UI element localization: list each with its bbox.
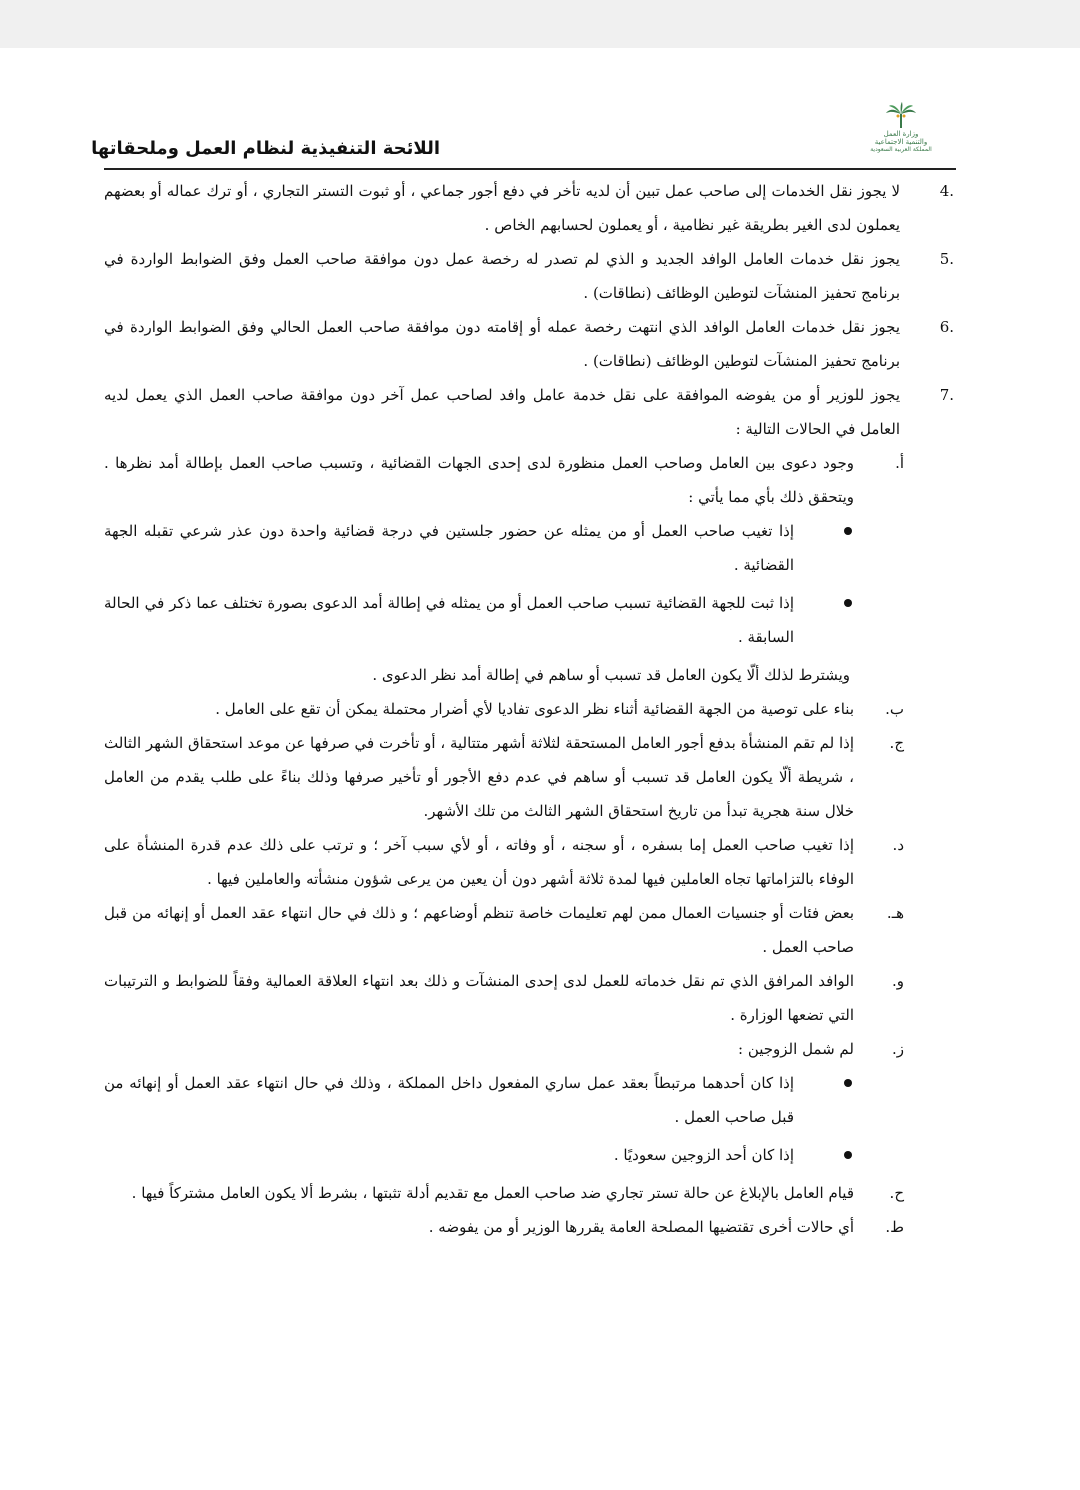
case-letter: ح. (889, 1184, 904, 1202)
clause-number: 6. (939, 318, 954, 336)
case-c (104, 726, 954, 828)
case-letter: ط. (885, 1218, 904, 1236)
clause-4 (104, 174, 954, 242)
case-letter: هـ. (886, 904, 904, 922)
case-text: بعض فئات أو جنسيات العمال ممن لهم تعليمات خاصة تنظم أوضاعهم ؛ و ذلك في حال انتهاء عقد العمل أو إنهائه من قبل صاحب العمل . (104, 904, 854, 956)
page-title: اللائحة التنفيذية لنظام العمل وملحقاتها (91, 138, 440, 159)
logo-text-line2: والتنمية الاجتماعية (874, 138, 928, 146)
case-letter: د. (892, 836, 904, 854)
case-text: الوافد المرافق الذي تم نقل خدماته للعمل لدى إحدى المنشآت و ذلك بعد انتهاء العلاقة العمالية وفقاً للضوابط و الترتيبات التي تضعها الوزارة . (104, 972, 854, 1024)
bullet-text: إذا كان أحد الزوجين سعوديًا . (613, 1146, 794, 1164)
viewer-top-bar (0, 0, 1080, 48)
clause-text: يجوز نقل خدمات العامل الوافد الذي انتهت رخصة عمله أو إقامته دون موافقة صاحب العمل الحالي وفق الضوابط الواردة في برنامج تحفيز المنشآت لتوطين الوظائف (نطاقات) . (104, 318, 900, 370)
case-text: وجود دعوى بين العامل وصاحب العمل منظورة لدى إحدى الجهات القضائية ، وتسبب صاحب العمل بإطالة أمد نظرها . ويتحقق ذلك بأي مما يأتي : (104, 454, 854, 506)
case-b (104, 692, 954, 726)
clause-number: 5. (939, 250, 954, 268)
case-d (104, 828, 954, 896)
case-text: أي حالات أخرى تقتضيها المصلحة العامة يقررها الوزير أو من يفوضه . (428, 1218, 854, 1236)
case-letter: و. (891, 972, 904, 990)
clause-6 (104, 310, 954, 378)
logo-text-line3: المملكة العربية السعودية (870, 146, 932, 153)
case-a (104, 446, 954, 514)
case-g-bullet-1 (104, 1066, 954, 1134)
bullet-icon (844, 1151, 852, 1159)
case-a-condition: ويشترط لذلك ألّا يكون العامل قد تسبب أو ساهم في إطالة أمد نظر الدعوى . (372, 666, 850, 684)
ministry-logo (856, 102, 946, 162)
case-h (104, 1176, 954, 1210)
case-letter: ج. (889, 734, 904, 752)
clause-text: يجوز للوزير أو من يفوضه الموافقة على نقل خدمة عامل وافد لصاحب عمل آخر دون موافقة صاحب العمل الذي يعمل لديه العامل في الحالات التالية : (104, 386, 900, 438)
case-a-bullet-2 (104, 586, 954, 654)
clause-number: 4. (939, 182, 954, 200)
logo-text-line1: وزارة العمل (883, 130, 919, 138)
case-a-bullet-1 (104, 514, 954, 582)
bullet-text: إذا ثبت للجهة القضائية تسبب صاحب العمل أو من يمثله في إطالة أمد الدعوى بصورة تختلف عما ذكر في الحالة السابقة . (104, 594, 794, 646)
case-letter: ز. (891, 1040, 904, 1058)
case-f (104, 964, 954, 1032)
case-letter: ب. (885, 700, 904, 718)
document-body (104, 174, 954, 1244)
case-text: إذا تغيب صاحب العمل إما بسفره ، أو سجنه ، أو وفاته ، أو لأي سبب آخر ؛ و ترتب على ذلك عدم قدرة المنشأة على الوفاء بالتزاماتها تجاه العاملين فيها لمدة ثلاثة أشهر دون أن يعين من يرعى شؤون منشأته والعاملين فيها . (104, 836, 854, 888)
palm-tree-icon (883, 102, 919, 130)
case-e (104, 896, 954, 964)
clause-7 (104, 378, 954, 446)
clause-5 (104, 242, 954, 310)
case-text: إذا لم تقم المنشأة بدفع أجور العامل المستحقة لثلاثة أشهر متتالية ، أو تأخرت في صرفها عن موعد استحقاق الشهر الثالث ، شريطة ألّا يكون العامل قد تسبب أو ساهم في عدم دفع الأجور أو تأخير صرفها وذلك بناءً على طلب يقدم من العامل خلال سنة هجرية تبدأ من تاريخ استحقاق الشهر الثالث من تلك الأشهر. (104, 734, 854, 820)
bullet-text: إذا كان أحدهما مرتبطاً بعقد عمل ساري المفعول داخل المملكة ، وذلك في حال انتهاء عقد العمل أو إنهائه من قبل صاحب العمل . (104, 1074, 794, 1126)
bullet-icon (844, 527, 852, 535)
bullet-text: إذا تغيب صاحب العمل أو من يمثله عن حضور جلستين في درجة قضائية واحدة دون عذر شرعي تقبله الجهة القضائية . (104, 522, 794, 574)
case-text: قيام العامل بالإبلاغ عن حالة تستر تجاري ضد صاحب العمل مع تقديم أدلة تثبتها ، بشرط ألا يكون العامل مشتركاً فيها . (131, 1184, 854, 1202)
case-i (104, 1210, 954, 1244)
case-text: لم شمل الزوجين : (738, 1040, 854, 1058)
case-letter: أ. (895, 454, 904, 472)
bullet-icon (844, 1079, 852, 1087)
clause-number: 7. (939, 386, 954, 404)
clause-text: لا يجوز نقل الخدمات إلى صاحب عمل تبين أن لديه تأخر في دفع أجور جماعي ، أو ثبوت التستر التجاري ، أو ترك عماله أو بعضهم يعملون لدى الغير بطريقة غير نظامية ، أو يعملون لحسابهم الخاص . (104, 182, 900, 234)
clause-text: يجوز نقل خدمات العامل الوافد الجديد و الذي لم تصدر له رخصة عمل دون موافقة صاحب العمل وفق الضوابط الواردة في برنامج تحفيز المنشآت لتوطين الوظائف (نطاقات) . (104, 250, 900, 302)
case-g-bullet-2 (104, 1138, 954, 1172)
bullet-icon (844, 599, 852, 607)
header-divider (104, 168, 956, 170)
case-text: بناء على توصية من الجهة القضائية أثناء نظر الدعوى تفاديا لأي أضرار محتملة يمكن أن تقع على العامل . (215, 700, 854, 718)
case-g (104, 1032, 954, 1066)
